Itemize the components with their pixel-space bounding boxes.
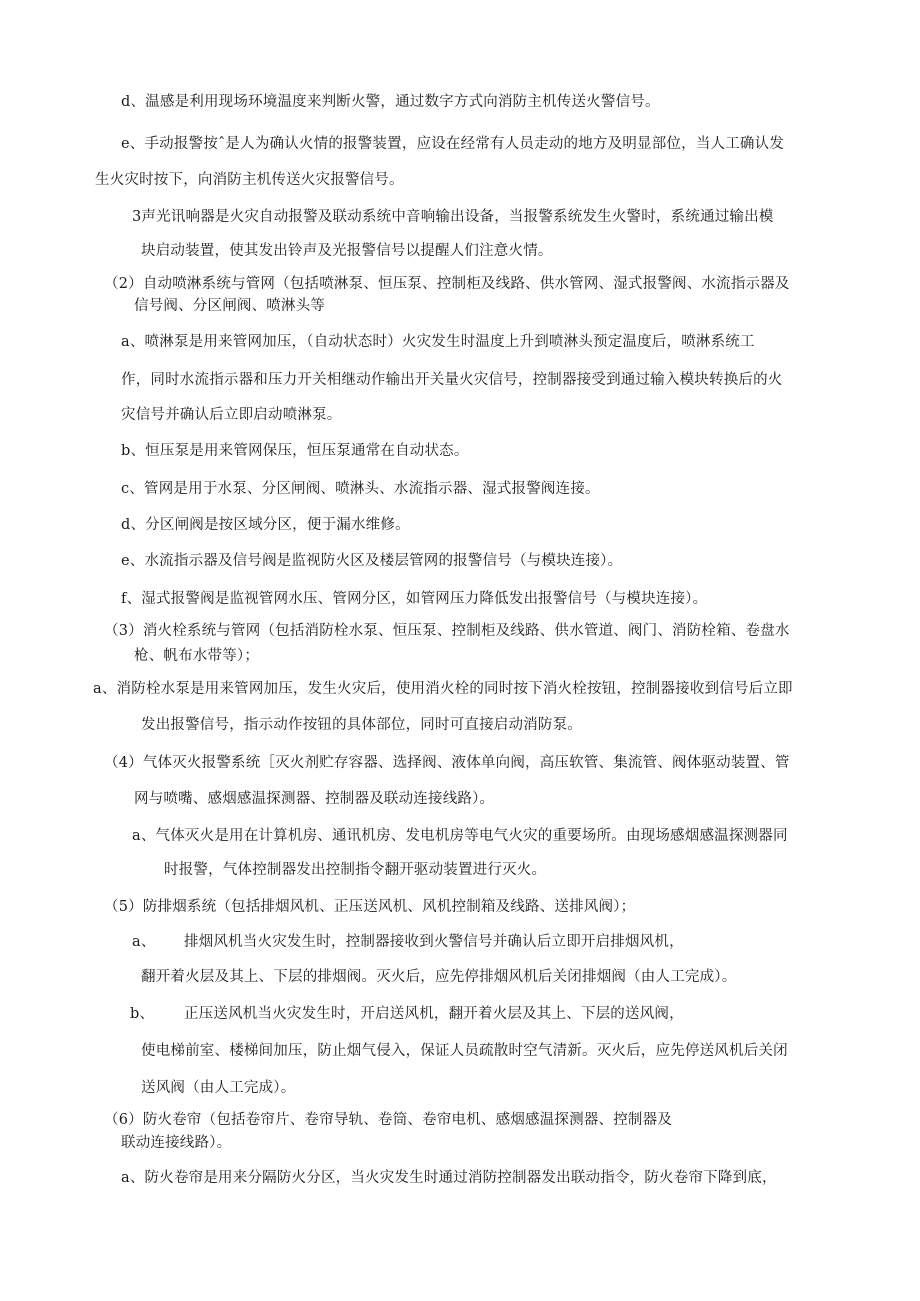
text-line: （4）气体灭火报警系统［灭火剂贮存容器、选择阀、液体单向阀，高压软管、集流管、阀体驱动装置、管 xyxy=(104,755,790,771)
text-line: b、恒压泵是用来管网保压，恒压泵通常在自动状态。 xyxy=(121,443,469,459)
text-line: a、防火卷帘是用来分隔防火分区，当火灾发生时通过消防控制器发出联动指令，防火卷帘下降到底， xyxy=(121,1170,777,1186)
text-line: 块启动装置，使其发出铃声及光报警信号以提醒人们注意火情。 xyxy=(141,243,553,259)
text-line: 联动连接线路）。 xyxy=(121,1135,232,1151)
text-line: a、气体灭火是用在计算机房、通讯机房、发电机房等电气火灾的重要场所。由现场感烟感温探测器同 xyxy=(132,828,788,844)
text-line: 翻开着火层及其上、下层的排烟阀。灭火后，应先停排烟风机后关闭排烟阀（由人工完成）。 xyxy=(141,969,737,985)
text-line: 信号阀、分区闸阀、喷淋头等 xyxy=(134,298,326,314)
text-line: e、手动报警按ˆ是人为确认火情的报警装置，应设在经常有人员走动的地方及明显部位，当人工确认发 xyxy=(121,136,785,152)
text-line: 3声光讯响器是火灾自动报警及联动系统中音响输出设备，当报警系统发生火警时，系统通过输出模 xyxy=(132,209,774,225)
text-line: 发出报警信号，指示动作按钮的具体部位，同时可直接启动消防泵。 xyxy=(141,717,582,733)
text-line: 网与喷嘴、感烟感温探测器、控制器及联动连接线路）。 xyxy=(134,791,495,807)
text-line: e、水流指示器及信号阀是监视防火区及楼层管网的报警信号（与模块连接）。 xyxy=(121,553,623,569)
text-line: 生火灾时按下，向消防主机传送火灾报警信号。 xyxy=(95,172,404,188)
text-line: b、 xyxy=(130,1006,155,1022)
text-line: d、温感是利用现场环境温度来判断火警，通过数字方式向消防主机传送火警信号。 xyxy=(121,94,660,110)
text-line: （3）消火栓系统与管网（包括消防栓水泵、恒压泵、控制柜及线路、供水管道、阀门、消防栓箱、卷盘水 xyxy=(104,623,790,639)
text-line: （5）防排烟系统（包括排烟风机、正压送风机、风机控制箱及线路、送排风阀）； xyxy=(104,899,636,915)
text-line: a、 xyxy=(132,934,156,950)
text-line: （2）自动喷淋系统与管网（包括喷淋泵、恒压泵、控制柜及线路、供水管网、湿式报警阀、水流指示器及 xyxy=(104,276,790,292)
text-line: （6）防火卷帘（包括卷帘片、卷帘导轨、卷筒、卷帘电机、感烟感温探测器、控制器及 xyxy=(104,1112,673,1128)
text-line: a、喷淋泵是用来管网加压，（自动状态时）火灾发生时温度上升到喷淋头预定温度后，喷淋系统工 xyxy=(121,334,755,350)
text-line: c、管网是用于水泵、分区闸阀、喷淋头、水流指示器、湿式报警阀连接。 xyxy=(121,481,600,497)
text-line: 送风阀（由人工完成）。 xyxy=(141,1080,296,1096)
text-line: 正压送风机当火灾发生时，开启送风机，翻开着火层及其上、下层的送风阀， xyxy=(184,1006,684,1022)
text-line: 使电梯前室、楼梯间加压，防止烟气侵入，保证人员疏散时空气清新。灭火后，应先停送风机后关闭 xyxy=(141,1043,788,1059)
text-line: 排烟风机当火灾发生时，控制器接收到火警信号并确认后立即开启排烟风机， xyxy=(184,934,684,950)
text-line: a、消防栓水泵是用来管网加压，发生火灾后，使用消火栓的同时按下消火栓按钮，控制器接收到信号后立即 xyxy=(93,681,793,697)
text-line: 作，同时水流指示器和压力开关相继动作输出开关量火灾信号，控制器接受到通过输入模块转换后的火 xyxy=(121,372,783,388)
text-line: f、湿式报警阀是监视管网水压、管网分区，如管网压力降低发出报警信号（与模块连接）。 xyxy=(121,591,708,607)
text-line: 时报警，气体控制器发出控制指令翻开驱动装置进行灭火。 xyxy=(164,862,547,878)
text-line: 枪、帆布水带等）； xyxy=(134,648,260,664)
text-line: 灾信号并确认后立即启动喷淋泵。 xyxy=(121,407,342,423)
text-line: d、分区闸阀是按区域分区，便于漏水维修。 xyxy=(121,517,410,533)
